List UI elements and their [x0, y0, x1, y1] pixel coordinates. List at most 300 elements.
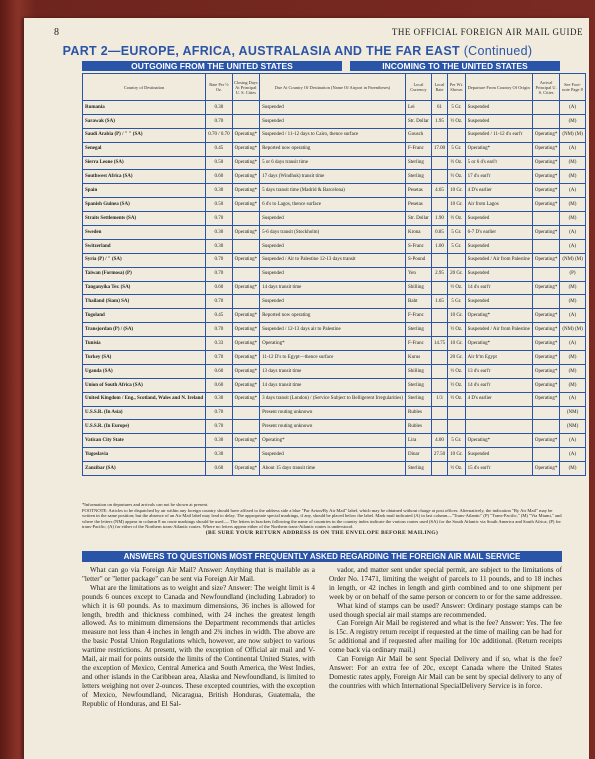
table-cell-cur: Lei	[406, 101, 432, 115]
table-cell-country: Sierra Leone (SA)	[83, 156, 206, 170]
table-cell-lrate	[431, 462, 447, 476]
table-cell-fn: (A)	[560, 226, 585, 240]
table-cell-fn: (M)	[560, 351, 585, 365]
table-cell-dep: Suspended	[465, 448, 532, 462]
table-cell-country: Syria (P) / " (SA)	[83, 253, 206, 267]
table-cell-lrate: 1/3	[431, 392, 447, 406]
table-cell-lrate	[431, 378, 447, 392]
table-cell-arr	[532, 114, 560, 128]
table-cell-arr	[532, 420, 560, 434]
table-row	[83, 212, 586, 226]
table-cell-due: 17 days (Windhuk) transit time	[260, 170, 406, 184]
table-cell-lrate	[431, 128, 447, 142]
table-cell-due: 6 d's to Lagos, thence surface	[260, 198, 406, 212]
col-departure: Departure From Country Of Origin	[465, 74, 532, 101]
table-cell-wt: 10 Gr.	[448, 448, 466, 462]
table-cell-lrate	[431, 323, 447, 337]
table-cell-closing	[232, 448, 260, 462]
table-cell-wt: ½ Oz.	[448, 156, 466, 170]
table-cell-lrate: 1.90	[431, 212, 447, 226]
table-cell-arr: Operating*	[532, 392, 560, 406]
part-title-continued: (Continued)	[463, 44, 533, 58]
table-cell-lrate	[431, 309, 447, 323]
table-cell-wt: ½ Oz.	[448, 212, 466, 226]
table-cell-wt: 5 Gr.	[448, 434, 466, 448]
table-cell-rate: 0.70	[206, 420, 232, 434]
table-cell-due: Suspended / 11-12 days to Cairo, thence surface	[260, 128, 406, 142]
table-cell-rate: 0.70	[206, 323, 232, 337]
table-cell-due: Suspended / 12-13 days air to Palestine	[260, 323, 406, 337]
table-cell-due: Suspended	[260, 101, 406, 115]
col-local-rate: Local Rate	[431, 74, 447, 101]
table-cell-due: Operating*	[260, 434, 406, 448]
table-cell-country: Union of South Africa (SA)	[83, 378, 206, 392]
table-cell-wt	[448, 128, 466, 142]
table-cell-lrate: 1.00	[431, 239, 447, 253]
table-cell-wt: 5 Gr.	[448, 101, 466, 115]
table-cell-rate: 0.60	[206, 364, 232, 378]
table-row	[83, 226, 586, 240]
table-cell-due: Present routing unknown	[260, 406, 406, 420]
table-cell-closing: Operating*	[232, 434, 260, 448]
table-cell-closing	[232, 295, 260, 309]
table-row	[83, 364, 586, 378]
table-row	[83, 267, 586, 281]
table-cell-lrate: 4.65	[431, 184, 447, 198]
table-cell-arr	[532, 406, 560, 420]
table-cell-rate: 0.70	[206, 406, 232, 420]
table-cell-rate: 0.33	[206, 337, 232, 351]
col-footnote: See Foot-note Page 8	[560, 74, 585, 101]
table-cell-arr: Operating*	[532, 351, 560, 365]
table-cell-closing: Operating*	[232, 378, 260, 392]
table-cell-dep: Operating*	[465, 142, 532, 156]
table-cell-closing	[232, 239, 260, 253]
table-cell-cur: Kurus	[406, 351, 432, 365]
table-cell-dep: Suspended	[465, 267, 532, 281]
table-cell-rate: 0.50	[206, 198, 232, 212]
table-cell-arr: Operating*	[532, 226, 560, 240]
table-cell-country: Spain	[83, 184, 206, 198]
table-cell-lrate: 61	[431, 101, 447, 115]
table-cell-lrate	[431, 420, 447, 434]
col-rate: Rate Per ½ Oz.	[206, 74, 232, 101]
table-cell-dep: Suspended	[465, 114, 532, 128]
table-cell-arr	[532, 101, 560, 115]
table-cell-due: About 15 days transit time	[260, 462, 406, 476]
table-cell-cur: F-Franc	[406, 337, 432, 351]
table-cell-cur: Rubles	[406, 420, 432, 434]
table-cell-closing	[232, 212, 260, 226]
table-cell-rate: 0.70	[206, 295, 232, 309]
table-row	[83, 378, 586, 392]
table-cell-rate: 0.70	[206, 267, 232, 281]
table-cell-wt: ½ Oz.	[448, 392, 466, 406]
table-cell-country: Tunisia	[83, 337, 206, 351]
table-cell-dep: Suspended / Air from Palestine	[465, 323, 532, 337]
table-cell-country: Togoland	[83, 309, 206, 323]
table-cell-fn: (A)	[560, 434, 585, 448]
table-cell-wt	[448, 420, 466, 434]
table-cell-cur: Rubles	[406, 406, 432, 420]
table-cell-arr: Operating*	[532, 378, 560, 392]
table-cell-wt: ½ Oz.	[448, 364, 466, 378]
table-row	[83, 114, 586, 128]
table-cell-wt	[448, 253, 466, 267]
table-cell-cur: Pesetas	[406, 184, 432, 198]
table-cell-rate: 0.70	[206, 114, 232, 128]
table-row	[83, 128, 586, 142]
table-row	[83, 170, 586, 184]
table-cell-closing: Operating*	[232, 351, 260, 365]
table-row	[83, 392, 586, 406]
table-cell-rate: 0.30	[206, 434, 232, 448]
table-cell-dep: Suspended	[465, 212, 532, 226]
table-cell-due: 11-12 D's to Egypt—thence surface	[260, 351, 406, 365]
table-cell-dep: Suspended	[465, 239, 532, 253]
table-cell-arr	[532, 448, 560, 462]
table-cell-rate: 0.70	[206, 351, 232, 365]
table-cell-wt: 20 Gr.	[448, 351, 466, 365]
table-cell-country: Sarawak (SA)	[83, 114, 206, 128]
table-cell-country: Turkey (SA)	[83, 351, 206, 365]
table-cell-dep: Suspended	[465, 295, 532, 309]
table-cell-cur: Krona	[406, 226, 432, 240]
table-cell-lrate: 1.65	[431, 295, 447, 309]
table-cell-due: Suspended	[260, 239, 406, 253]
return-address-note: (BE SURE YOUR RETURN ADDRESS IS ON THE ENVELOPE BEFORE MAILING)	[205, 529, 439, 536]
table-cell-country: Southwest Africa (SA)	[83, 170, 206, 184]
table-cell-cur: Str. Dollar	[406, 114, 432, 128]
table-cell-due: Reported now operating	[260, 309, 406, 323]
table-cell-cur: Gousch	[406, 128, 432, 142]
table-cell-cur: Sterling	[406, 170, 432, 184]
table-cell-cur: F-Franc	[406, 142, 432, 156]
table-cell-dep: 14 d's earl'r	[465, 281, 532, 295]
table-cell-arr	[532, 267, 560, 281]
table-cell-closing: Operating*	[232, 462, 260, 476]
table-cell-arr	[532, 239, 560, 253]
table-row	[83, 323, 586, 337]
table-cell-dep: 13 d's earl'r	[465, 364, 532, 378]
answer-paragraph: What are the limitations as to weight and size? Answer: The weight limit is 4 pounds 6 ounces except to Canada and Newfoundland (including Labrador) to which it is 60 pounds. As to maximum dimensions, 36 inches is allowed for length, bredth and thickness combined, with 24 inches the greatest length allowed. As to minimum dimensions the Department recommends that articles measure not less than 4 inches in length and 2¾ inches in width. The above are the basic Postal Union Regulations which, however, are now subject to various wartime restrictions. At present, with the exception of Official air mail and V-Mail, air mail for points outside the limits of the Continental United States, with the exception of Mexico, Central America and South America, the West Indies, and other islands in the Caribbean area, Alaska and Newfoundland, is limited to letters weighing not over 2-ounces. These excepted countries, with the exception of Mexico, Newfoundland, Nicaragua, British Honduras, Guatemala, the Republic of Honduras, and El Sal-	[82, 583, 315, 708]
table-cell-cur: Pesetas	[406, 198, 432, 212]
table-cell-country: Switzerland	[83, 239, 206, 253]
table-cell-arr: Operating*	[532, 309, 560, 323]
table-row	[83, 448, 586, 462]
table-cell-cur: Shilling	[406, 364, 432, 378]
table-cell-lrate	[431, 281, 447, 295]
table-cell-lrate: 2.95	[431, 267, 447, 281]
table-cell-fn: (M)	[560, 281, 585, 295]
table-cell-lrate: 27.50	[431, 448, 447, 462]
table-cell-closing: Operating*	[232, 364, 260, 378]
table-cell-dep: Air fr'm Egypt	[465, 351, 532, 365]
table-cell-due: Suspended	[260, 295, 406, 309]
answer-paragraph: What kind of stamps can be used? Answer: Ordinary postage stamps can be used though special air mail stamps are recommended.	[329, 601, 562, 619]
table-cell-closing: Operating*	[232, 128, 260, 142]
answers-left-column	[82, 566, 315, 709]
table-cell-arr: Operating*	[532, 170, 560, 184]
table-cell-due: Suspended	[260, 212, 406, 226]
table-cell-fn: (NM) (M)	[560, 128, 585, 142]
table-cell-arr: Operating*	[532, 128, 560, 142]
table-cell-rate: 0.30	[206, 392, 232, 406]
table-row	[83, 337, 586, 351]
table-cell-country: Taiwan (Formosa) (P)	[83, 267, 206, 281]
table-cell-closing: Operating*	[232, 226, 260, 240]
table-cell-arr: Operating*	[532, 184, 560, 198]
table-cell-arr: Operating*	[532, 434, 560, 448]
table-cell-wt: ½ Oz.	[448, 170, 466, 184]
table-row	[83, 253, 586, 267]
part-title-main: PART 2—EUROPE, AFRICA, AUSTRALASIA AND THE FAR EAST	[62, 44, 460, 58]
table-cell-closing: Operating*	[232, 156, 260, 170]
col-per-wt: Per Wt. Shown	[448, 74, 466, 101]
table-cell-due: 14 days transit time	[260, 378, 406, 392]
table-cell-due: Suspended / Air to Palestine 12-13 days transit	[260, 253, 406, 267]
table-cell-country: Vatican City State	[83, 434, 206, 448]
table-cell-rate: 0.70 / 0.70	[206, 128, 232, 142]
table-row	[83, 295, 586, 309]
table-row	[83, 462, 586, 476]
table-cell-due: Suspended	[260, 114, 406, 128]
table-cell-arr: Operating*	[532, 364, 560, 378]
table-cell-wt: ½ Oz.	[448, 323, 466, 337]
footnotes	[82, 502, 562, 537]
table-cell-closing: Operating*	[232, 253, 260, 267]
table-row	[83, 198, 586, 212]
table-cell-dep: 6-7 D's earlier	[465, 226, 532, 240]
table-cell-closing: Operating*	[232, 170, 260, 184]
table-cell-cur: Sterling	[406, 156, 432, 170]
table-cell-rate: 0.50	[206, 156, 232, 170]
table-cell-wt: 10 Gr.	[448, 184, 466, 198]
table-cell-fn: (NM)	[560, 406, 585, 420]
table-cell-lrate: 4.00	[431, 434, 447, 448]
table-cell-cur: F-Franc	[406, 309, 432, 323]
table-cell-wt: 10 Gr.	[448, 337, 466, 351]
table-cell-closing: Operating*	[232, 337, 260, 351]
table-cell-fn: (M)	[560, 114, 585, 128]
table-cell-arr	[532, 295, 560, 309]
table-cell-wt: 5 Gr.	[448, 295, 466, 309]
table-cell-dep: Suspended / Air from Palestine	[465, 253, 532, 267]
table-cell-lrate: 14.75	[431, 337, 447, 351]
table-cell-cur: Lira	[406, 434, 432, 448]
table-cell-dep: Operating*	[465, 337, 532, 351]
table-cell-rate: 0.30	[206, 184, 232, 198]
table-row	[83, 101, 586, 115]
table-cell-fn: (M)	[560, 364, 585, 378]
table-cell-country: Thailand (Siam) SA)	[83, 295, 206, 309]
table-cell-closing: Operating*	[232, 184, 260, 198]
running-title: THE OFFICIAL FOREIGN AIR MAIL GUIDE	[391, 27, 583, 37]
table-row	[83, 309, 586, 323]
table-cell-rate: 0.60	[206, 378, 232, 392]
table-cell-dep: Operating*	[465, 309, 532, 323]
table-header-row	[83, 74, 586, 101]
table-cell-fn: (M)	[560, 378, 585, 392]
table-cell-due: 5 days transit time (Madrid & Barcelona)	[260, 184, 406, 198]
table-cell-closing: Operating*	[232, 142, 260, 156]
table-row	[83, 239, 586, 253]
table-cell-country: Rumania	[83, 101, 206, 115]
table-cell-wt: ½ Oz.	[448, 281, 466, 295]
table-cell-rate: 0.45	[206, 142, 232, 156]
table-row	[83, 406, 586, 420]
table-cell-rate: 0.30	[206, 101, 232, 115]
schedule-table	[82, 73, 586, 476]
table-cell-cur: Sterling	[406, 392, 432, 406]
answer-paragraph: Can Foreign Air Mail be sent Special Delivery and if so, what is the fee? Answer: For an extra fee of 20c, except Canada where the United States Domestic rates apply, Foreign Air Mail can be sent by special delivery to any of the countries with which International SpecialDelivery Service is in force.	[329, 655, 562, 690]
table-cell-country: Uganda (SA)	[83, 364, 206, 378]
table-cell-arr: Operating*	[532, 156, 560, 170]
table-cell-arr: Operating*	[532, 462, 560, 476]
table-cell-closing: Operating*	[232, 281, 260, 295]
table-cell-fn: (A)	[560, 309, 585, 323]
table-cell-closing	[232, 420, 260, 434]
table-cell-country: Spanish Guinea (SA)	[83, 198, 206, 212]
table-cell-fn: (NM) (M)	[560, 323, 585, 337]
table-cell-rate: 0.60	[206, 170, 232, 184]
table-cell-cur: Str. Dollar	[406, 212, 432, 226]
table-cell-due: 5-6 days transit (Stockholm)	[260, 226, 406, 240]
table-cell-lrate	[431, 156, 447, 170]
footnote-text: FOOTNOTE: Articles to be dispatched by air within any foreign country should have affixed to the address side a blue "Par Avion/By Air Mail" label, which may be obtained without charge at post offices. Alternatively, the indication "By Air Mail" may be written in the same position; but the absence of an Air Mail label may lead to delay. The appropriate special markings, if any, should be placed below the label. Mark mail indicated (A) in last column—"Trans-Atlantic" (P) "Trans-Pacific," (M) "Via Miami," and where the letters (NM) appear in column 8 no route markings should be used.— The letters in brackets following the name of countries in the country index indicate the various routes used (SA) for the South Atlantic via South America and South Africa; (P) for trans-Pacific; (A) for either of the Northern trans-Atlantic routes. Where no letters appear either of the Northern trans-Atlantic routes is understood.	[82, 507, 562, 530]
table-cell-dep	[465, 406, 532, 420]
table-cell-cur: Baht	[406, 295, 432, 309]
table-cell-fn: (P)	[560, 267, 585, 281]
table-cell-cur: S-Pound	[406, 253, 432, 267]
table-cell-cur: Sterling	[406, 462, 432, 476]
table-cell-lrate: 17.00	[431, 142, 447, 156]
table-cell-fn: (A)	[560, 142, 585, 156]
table-cell-due: Suspended	[260, 267, 406, 281]
table-cell-fn: (A)	[560, 337, 585, 351]
table-cell-due: Suspended	[260, 448, 406, 462]
table-cell-country: Saudi Arabia (P) / " " (SA)	[83, 128, 206, 142]
table-body	[83, 101, 586, 476]
table-row	[83, 434, 586, 448]
table-cell-dep: 14 d's earl'r	[465, 378, 532, 392]
answer-paragraph: vador, and matter sent under special permit, are subject to the limitations of Order No. 17471, limiting the weight of parcels to 11 pounds, and to 18 inches in length, or 42 inches in length and girth combined and to one shipment per week by or on behalf of the same person or concern to or for the same addressee.	[329, 566, 562, 601]
table-cell-cur: Yen	[406, 267, 432, 281]
table-cell-closing	[232, 101, 260, 115]
table-cell-fn: (A)	[560, 101, 585, 115]
table-cell-dep: Air from Lagos	[465, 198, 532, 212]
table-row	[83, 420, 586, 434]
table-row	[83, 142, 586, 156]
table-cell-rate: 0.30	[206, 226, 232, 240]
table-cell-dep	[465, 420, 532, 434]
table-cell-rate: 0.60	[206, 462, 232, 476]
table-cell-cur: Sterling	[406, 323, 432, 337]
table-cell-fn: (NM) (M)	[560, 253, 585, 267]
table-cell-lrate	[431, 253, 447, 267]
footnote-star: *Information on departures and arrivals can not be shown at present.	[82, 502, 209, 507]
table-cell-lrate: 0.85	[431, 226, 447, 240]
table-cell-closing: Operating*	[232, 309, 260, 323]
page-number: 8	[54, 27, 59, 38]
answer-paragraph: Can Foreign Air Mail be registered and what is the fee? Answer: Yes. The fee is 15c. A registry return receipt if requested at the time of mailing can be had for 5c additional and if requested after mailing for 10c additional. (Return receipts come back via ordinary mail.)	[329, 619, 562, 655]
table-cell-due: 5 or 6 days transit time	[260, 156, 406, 170]
table-cell-due: Reported now operating	[260, 142, 406, 156]
table-cell-wt: ½ Oz.	[448, 462, 466, 476]
col-arrival: Arrival Principal U. S. Cities	[532, 74, 560, 101]
table-cell-country: Sweden	[83, 226, 206, 240]
table-cell-country: Yugoslavia	[83, 448, 206, 462]
table-cell-wt: ½ Oz.	[448, 378, 466, 392]
table-cell-due: 14 days transit time	[260, 281, 406, 295]
table-cell-lrate	[431, 364, 447, 378]
table-cell-lrate	[431, 170, 447, 184]
table-cell-wt: 20 Gr.	[448, 267, 466, 281]
table-cell-arr: Operating*	[532, 198, 560, 212]
table-cell-dep: Operating*	[465, 434, 532, 448]
table-cell-fn: (M)	[560, 295, 585, 309]
table-cell-cur: Shilling	[406, 281, 432, 295]
table-cell-fn: (A)	[560, 392, 585, 406]
col-closing: Closing Days At Principal U. S. Cities	[232, 74, 260, 101]
table-row	[83, 351, 586, 365]
table-row	[83, 184, 586, 198]
table-cell-dep: Suspended / 11-12 d's earl'r	[465, 128, 532, 142]
col-local-currency: Local Currency	[406, 74, 432, 101]
table-cell-rate: 0.70	[206, 212, 232, 226]
table-cell-closing	[232, 114, 260, 128]
table-cell-wt: 5 Gr.	[448, 239, 466, 253]
table-cell-rate: 0.45	[206, 309, 232, 323]
table-cell-rate: 0.30	[206, 448, 232, 462]
table-cell-wt: 5 Gr.	[448, 142, 466, 156]
table-cell-arr: Operating*	[532, 323, 560, 337]
table-cell-arr: Operating*	[532, 281, 560, 295]
table-cell-fn: (M)	[560, 212, 585, 226]
table-cell-country: Tanganyika Ter. (SA)	[83, 281, 206, 295]
table-row	[83, 281, 586, 295]
table-cell-arr: Operating*	[532, 337, 560, 351]
table-cell-wt: ½ Oz.	[448, 114, 466, 128]
table-cell-due: 3 days transit (London) / (Service Subject to Belligerent Irregularities)	[260, 392, 406, 406]
table-cell-lrate	[431, 406, 447, 420]
outgoing-band: OUTGOING FROM THE UNITED STATES	[82, 61, 342, 71]
table-cell-dep: 5 or 6 d's earl'r	[465, 156, 532, 170]
table-cell-wt: 5 Gr.	[448, 226, 466, 240]
table-cell-country: Transjordan (P) / (SA)	[83, 323, 206, 337]
table-cell-closing	[232, 267, 260, 281]
table-cell-wt	[448, 406, 466, 420]
table-cell-country: United Kingdom / Eng., Scotland, Wales and N. Ireland	[83, 392, 206, 406]
table-cell-dep: 4 D's earlier	[465, 184, 532, 198]
table-cell-country: U.S.S.R. (In Europe)	[83, 420, 206, 434]
table-cell-cur: S-Franc	[406, 239, 432, 253]
table-cell-wt: 10 Gr.	[448, 198, 466, 212]
table-cell-closing	[232, 406, 260, 420]
table-cell-cur: Dinar	[406, 448, 432, 462]
part-title	[0, 44, 595, 58]
table-cell-rate: 0.60	[206, 281, 232, 295]
table-cell-wt: 10 Gr.	[448, 309, 466, 323]
table-cell-closing: Operating*	[232, 323, 260, 337]
table-cell-dep: 4 D's earlier	[465, 392, 532, 406]
table-cell-closing: Operating*	[232, 392, 260, 406]
table-row	[83, 156, 586, 170]
table-cell-cur: Sterling	[406, 378, 432, 392]
table-cell-dep: 17 d's earl'r	[465, 170, 532, 184]
table-cell-due: Present routing unknown	[260, 420, 406, 434]
table-cell-due: 13 days transit time	[260, 364, 406, 378]
